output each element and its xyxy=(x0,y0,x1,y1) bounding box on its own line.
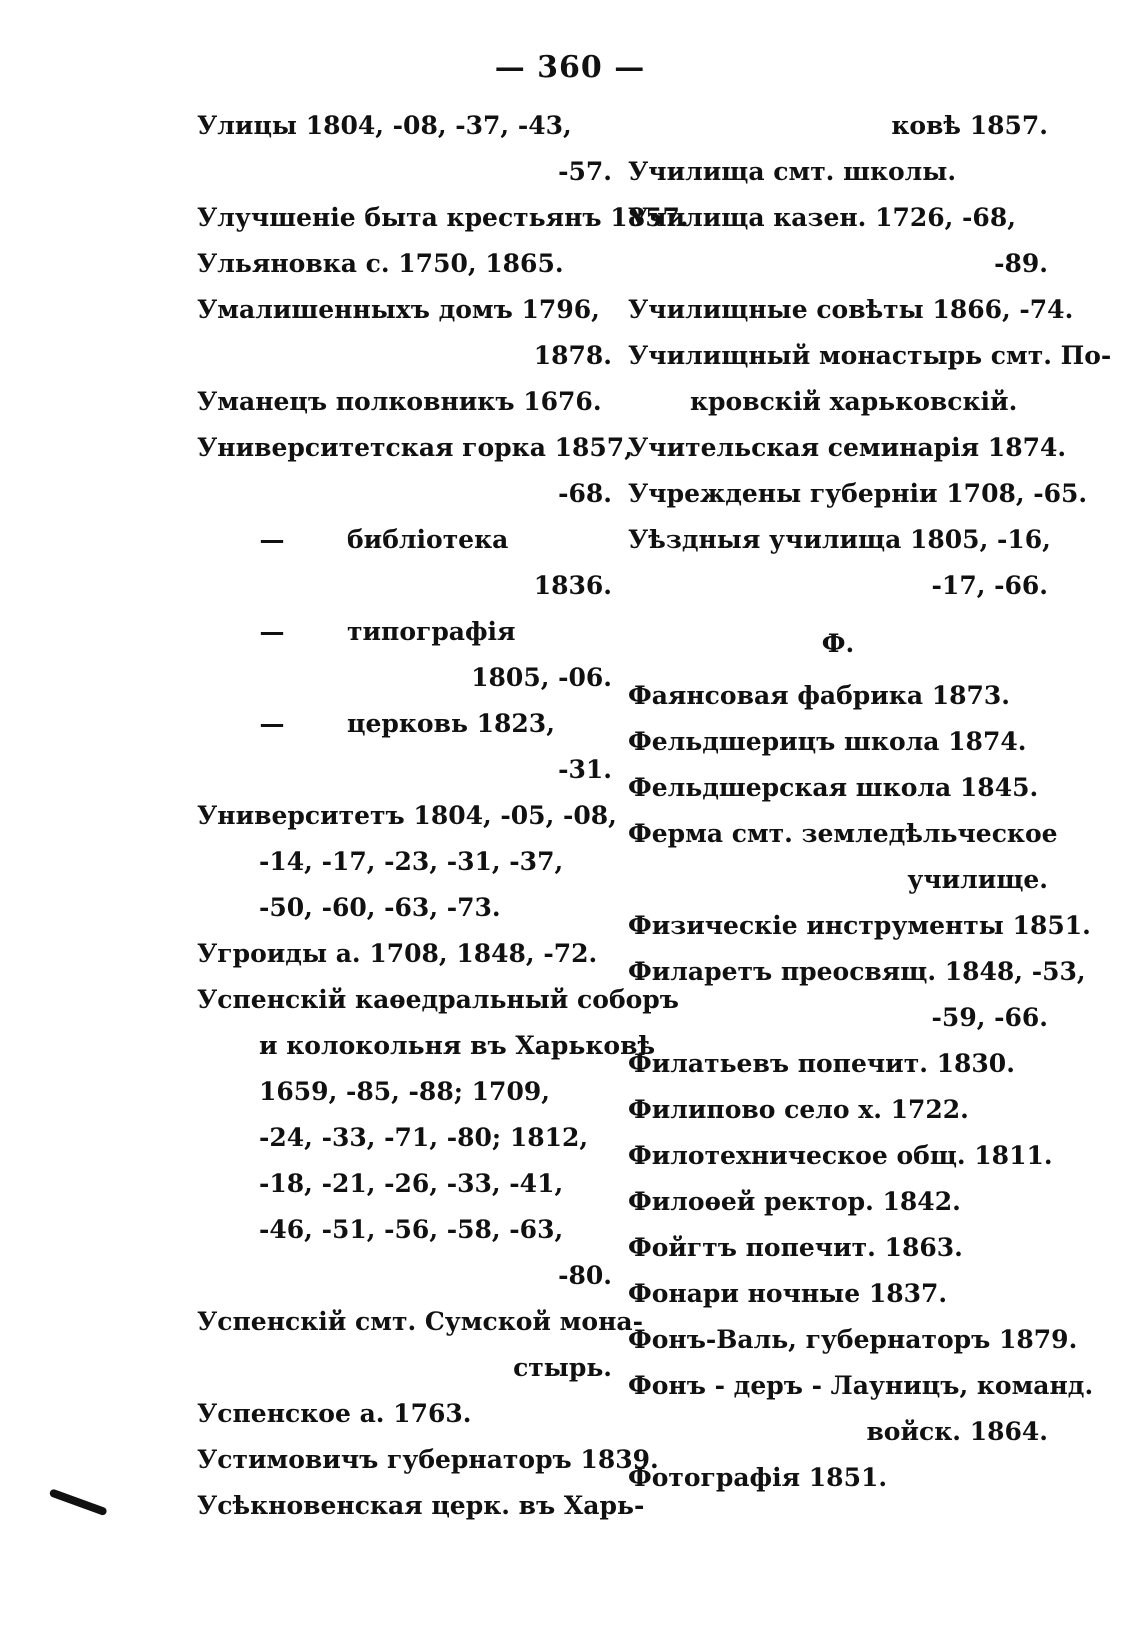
index-entry: Умалишенныхъ домъ 1796, xyxy=(197,295,600,324)
index-entry: Университетъ 1804, -05, -08, xyxy=(197,801,617,830)
index-entry: Угроиды а. 1708, 1848, -72. xyxy=(197,939,598,968)
index-entry: Уманецъ полковникъ 1676. xyxy=(197,387,602,416)
ditto-dash: — xyxy=(259,525,285,554)
index-subentry xyxy=(197,701,612,747)
index-entry: Ферма смт. земледѣльческое xyxy=(628,819,1058,848)
index-entry: Ульяновка с. 1750, 1865. xyxy=(197,249,564,278)
subentry-text: библіотека xyxy=(347,525,509,554)
index-entry-continuation: ковѣ 1857. xyxy=(891,111,1048,140)
index-entry-continuation: 1836. xyxy=(533,571,612,600)
index-entry: Улучшеніе быта крестьянъ 1857. xyxy=(197,203,689,232)
index-entry: Фаянсовая фабрика 1873. xyxy=(628,681,1011,710)
index-entry: Успенское а. 1763. xyxy=(197,1399,472,1428)
index-entry: Училищный монастырь смт. По- xyxy=(628,341,1112,370)
index-entry-continuation: 1878. xyxy=(533,341,612,370)
index-entry: Училища казен. 1726, -68, xyxy=(628,203,1016,232)
index-entry-continuation: -24, -33, -71, -80; 1812, xyxy=(259,1123,589,1152)
index-entry-continuation: -80. xyxy=(558,1261,612,1290)
index-entry: Фельдшерицъ школа 1874. xyxy=(628,727,1027,756)
page-number: — 360 — xyxy=(494,50,646,85)
index-entry-continuation: -14, -17, -23, -31, -37, xyxy=(259,847,564,876)
index-entry-continuation: -50, -60, -63, -73. xyxy=(259,893,501,922)
index-entry: Фонъ-Валь, губернаторъ 1879. xyxy=(628,1325,1078,1354)
index-entry: Филотехническое общ. 1811. xyxy=(628,1141,1053,1170)
index-entry-continuation: -59, -66. xyxy=(931,1003,1048,1032)
index-entry-continuation: кровскій харьковскій. xyxy=(690,387,1018,416)
index-entry-continuation: училище. xyxy=(907,865,1048,894)
index-entry: Усѣкновенская церк. въ Харь- xyxy=(197,1491,645,1520)
subentry-text: типографія xyxy=(347,617,516,646)
index-entry: Успенскій смт. Сумской мона- xyxy=(197,1307,643,1336)
right-column xyxy=(628,103,1112,1501)
index-subentry xyxy=(197,609,612,655)
index-entry-continuation: 1805, -06. xyxy=(471,663,612,692)
index-subentry xyxy=(197,517,612,563)
index-entry-continuation: -68. xyxy=(558,479,612,508)
section-letter: Ф. xyxy=(821,629,855,658)
index-entry: Фотографія 1851. xyxy=(628,1463,888,1492)
index-entry-continuation: -18, -21, -26, -33, -41, xyxy=(259,1169,564,1198)
index-entry: Учреждены губерніи 1708, -65. xyxy=(628,479,1088,508)
index-entry-continuation: -31. xyxy=(558,755,612,784)
index-entry: Устимовичъ губернаторъ 1839. xyxy=(197,1445,659,1474)
index-entry: Успенскій каѳедральный соборъ xyxy=(197,985,679,1014)
index-entry: Филипово село х. 1722. xyxy=(628,1095,969,1124)
index-entry: Фойгтъ попечит. 1863. xyxy=(628,1233,963,1262)
index-entry-continuation: войск. 1864. xyxy=(866,1417,1048,1446)
index-entry: Фонъ - деръ - Лауницъ, команд. xyxy=(628,1371,1094,1400)
subentry-text: церковь 1823, xyxy=(347,709,555,738)
index-entry: Филоѳей ректор. 1842. xyxy=(628,1187,961,1216)
ink-smudge xyxy=(49,1488,108,1516)
index-entry: Филаретъ преосвящ. 1848, -53, xyxy=(628,957,1086,986)
index-entry-continuation: -89. xyxy=(994,249,1048,278)
index-entry: Филатьевъ попечит. 1830. xyxy=(628,1049,1015,1078)
index-entry-continuation: и колокольня въ Харьковѣ xyxy=(259,1031,656,1060)
index-entry: Физическіе инструменты 1851. xyxy=(628,911,1091,940)
index-entry: Учительская семинарія 1874. xyxy=(628,433,1067,462)
left-column xyxy=(197,103,689,1529)
index-entry: Уѣздныя училища 1805, -16, xyxy=(628,525,1051,554)
index-entry: Училища смт. школы. xyxy=(628,157,957,186)
index-entry: Фельдшерская школа 1845. xyxy=(628,773,1039,802)
index-entry-continuation: -57. xyxy=(558,157,612,186)
index-entry: Университетская горка 1857, xyxy=(197,433,633,462)
ditto-dash: — xyxy=(259,617,285,646)
index-entry: Училищные совѣты 1866, -74. xyxy=(628,295,1074,324)
index-entry-continuation: 1659, -85, -88; 1709, xyxy=(259,1077,550,1106)
index-entry: Фонари ночные 1837. xyxy=(628,1279,948,1308)
index-entry-continuation: -17, -66. xyxy=(931,571,1048,600)
index-entry-continuation: -46, -51, -56, -58, -63, xyxy=(259,1215,564,1244)
index-entry-continuation: стырь. xyxy=(513,1353,612,1382)
ditto-dash: — xyxy=(259,709,285,738)
index-entry: Улицы 1804, -08, -37, -43, xyxy=(197,111,572,140)
